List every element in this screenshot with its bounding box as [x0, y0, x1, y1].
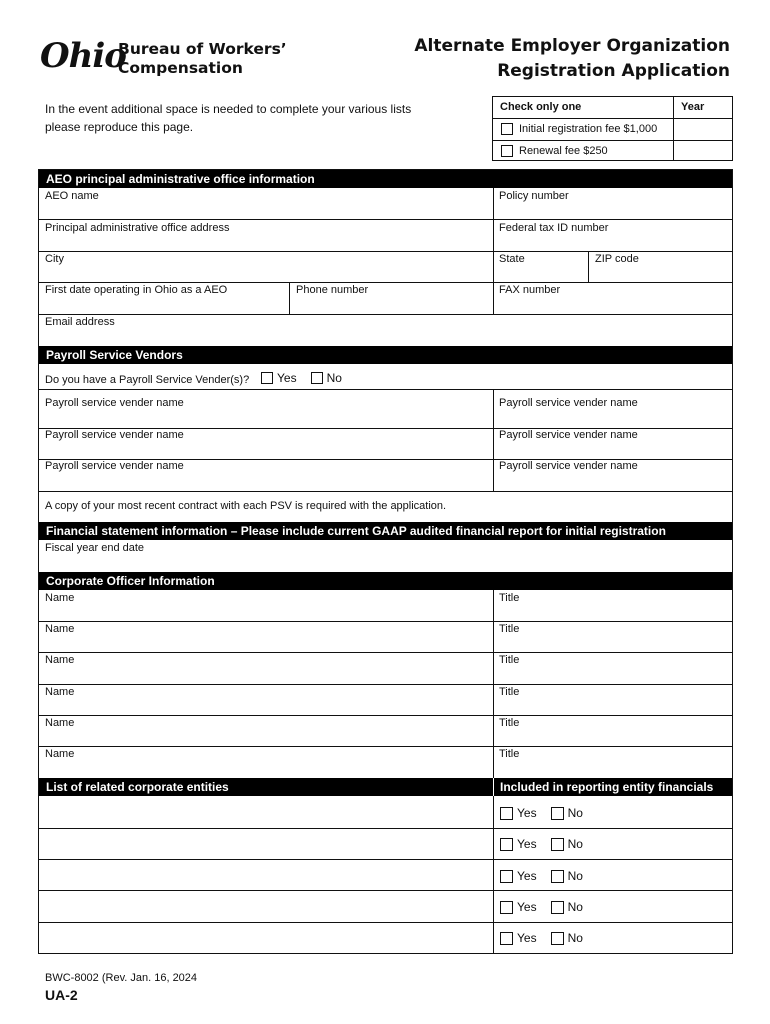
zip-code-field[interactable]: ZIP code: [595, 253, 639, 265]
related-3-no-checkbox[interactable]: [551, 870, 564, 883]
included-financials-header: Included in reporting entity financials: [494, 778, 732, 796]
related-1-yes-checkbox[interactable]: [500, 807, 513, 820]
related-5-no-checkbox[interactable]: [551, 932, 564, 945]
initial-registration-checkbox[interactable]: [501, 123, 513, 135]
aeo-name-field[interactable]: AEO name: [45, 190, 99, 202]
related-3-yes-label: Yes: [517, 869, 537, 883]
intro-text: [45, 100, 465, 136]
email-address-field[interactable]: Email address: [45, 316, 115, 328]
renewal-checkbox[interactable]: [501, 145, 513, 157]
bwc-logo: [40, 34, 300, 84]
initial-registration-label: Initial registration fee $1,000: [519, 123, 658, 135]
related-entity-5-included[interactable]: [500, 931, 583, 945]
address-field[interactable]: Principal administrative office address: [45, 222, 230, 234]
officers-section-header: Corporate Officer Information: [39, 572, 732, 590]
psv-vendor-name-4[interactable]: Payroll service vender name: [499, 429, 638, 441]
related-3-no-label: No: [567, 869, 583, 883]
psv-yes-label: Yes: [277, 371, 297, 385]
officer-title-4[interactable]: Title: [499, 686, 520, 698]
psv-contract-note: A copy of your most recent contract with each PSV is required with the application.: [45, 500, 447, 512]
form-revision: BWC-8002 (Rev. Jan. 16, 2024: [45, 972, 198, 984]
related-2-no-label: No: [567, 837, 583, 851]
related-2-yes-checkbox[interactable]: [500, 838, 513, 851]
renewal-option[interactable]: [501, 145, 608, 157]
officer-name-4[interactable]: Name: [45, 686, 75, 698]
officer-title-5[interactable]: Title: [499, 717, 520, 729]
psv-vendor-name-2[interactable]: Payroll service vender name: [499, 397, 638, 409]
fax-number-field[interactable]: FAX number: [499, 284, 561, 296]
related-5-no-label: No: [567, 931, 583, 945]
check-only-one-header: Check only one: [500, 101, 582, 113]
fiscal-year-end-field[interactable]: Fiscal year end date: [45, 542, 145, 554]
related-entity-4-included[interactable]: [500, 900, 583, 914]
related-1-yes-label: Yes: [517, 806, 537, 820]
officer-title-2[interactable]: Title: [499, 623, 520, 635]
form-title-line1: Alternate Employer Organization: [414, 36, 730, 56]
renewal-label: Renewal fee $250: [519, 145, 608, 157]
related-4-yes-label: Yes: [517, 900, 537, 914]
related-4-yes-checkbox[interactable]: [500, 901, 513, 914]
intro-line2: please reproduce this page.: [45, 120, 194, 134]
city-field[interactable]: City: [45, 253, 64, 265]
policy-number-field[interactable]: Policy number: [499, 190, 569, 202]
officer-name-2[interactable]: Name: [45, 623, 75, 635]
psv-vendor-name-5[interactable]: Payroll service vender name: [45, 460, 184, 472]
psv-vendor-name-3[interactable]: Payroll service vender name: [45, 429, 184, 441]
related-entity-2-included[interactable]: [500, 837, 583, 851]
year-header: Year: [681, 101, 705, 113]
officer-name-1[interactable]: Name: [45, 592, 75, 604]
psv-section-header: Payroll Service Vendors: [39, 346, 732, 364]
officer-title-1[interactable]: Title: [499, 592, 520, 604]
related-5-yes-label: Yes: [517, 931, 537, 945]
org-name-line2: Compensation: [118, 59, 243, 77]
officer-name-3[interactable]: Name: [45, 654, 75, 666]
related-5-yes-checkbox[interactable]: [500, 932, 513, 945]
aeo-section-header: AEO principal administrative office information: [39, 170, 732, 188]
psv-question: Do you have a Payroll Service Vender(s)?: [45, 374, 250, 386]
first-date-field[interactable]: First date operating in Ohio as a AEO: [45, 284, 228, 296]
psv-vendor-name-1[interactable]: Payroll service vender name: [45, 397, 184, 409]
related-2-no-checkbox[interactable]: [551, 838, 564, 851]
related-entities-header: List of related corporate entities: [39, 778, 493, 796]
related-3-yes-checkbox[interactable]: [500, 870, 513, 883]
state-field[interactable]: State: [499, 253, 525, 265]
officer-title-6[interactable]: Title: [499, 748, 520, 760]
initial-registration-option[interactable]: [501, 123, 657, 135]
psv-no-label: No: [326, 371, 342, 385]
officer-title-3[interactable]: Title: [499, 654, 520, 666]
psv-vendor-name-6[interactable]: Payroll service vender name: [499, 460, 638, 472]
ohio-logo-text: Ohio: [40, 36, 126, 76]
form-code: UA-2: [45, 987, 78, 1003]
phone-number-field[interactable]: Phone number: [296, 284, 369, 296]
related-4-no-label: No: [567, 900, 583, 914]
related-entity-3-included[interactable]: [500, 869, 583, 883]
financial-section-header: Financial statement information – Please include current GAAP audited financial report for initial registration: [39, 522, 732, 540]
application-form: [38, 169, 733, 954]
officer-name-5[interactable]: Name: [45, 717, 75, 729]
form-title-line2: Registration Application: [497, 61, 730, 81]
psv-no-checkbox[interactable]: [311, 372, 323, 384]
federal-tax-id-field[interactable]: Federal tax ID number: [499, 222, 609, 234]
related-entity-1-included[interactable]: [500, 806, 583, 820]
org-name-line1: Bureau of Workers’: [118, 40, 287, 58]
psv-yes-checkbox[interactable]: [261, 372, 273, 384]
related-1-no-label: No: [567, 806, 583, 820]
related-2-yes-label: Yes: [517, 837, 537, 851]
form-title: [400, 34, 730, 84]
related-1-no-checkbox[interactable]: [551, 807, 564, 820]
officer-name-6[interactable]: Name: [45, 748, 75, 760]
registration-type-table: [492, 96, 733, 161]
intro-line1: In the event additional space is needed to complete your various lists: [45, 102, 412, 116]
related-4-no-checkbox[interactable]: [551, 901, 564, 914]
psv-yes-option[interactable]: [261, 371, 342, 385]
